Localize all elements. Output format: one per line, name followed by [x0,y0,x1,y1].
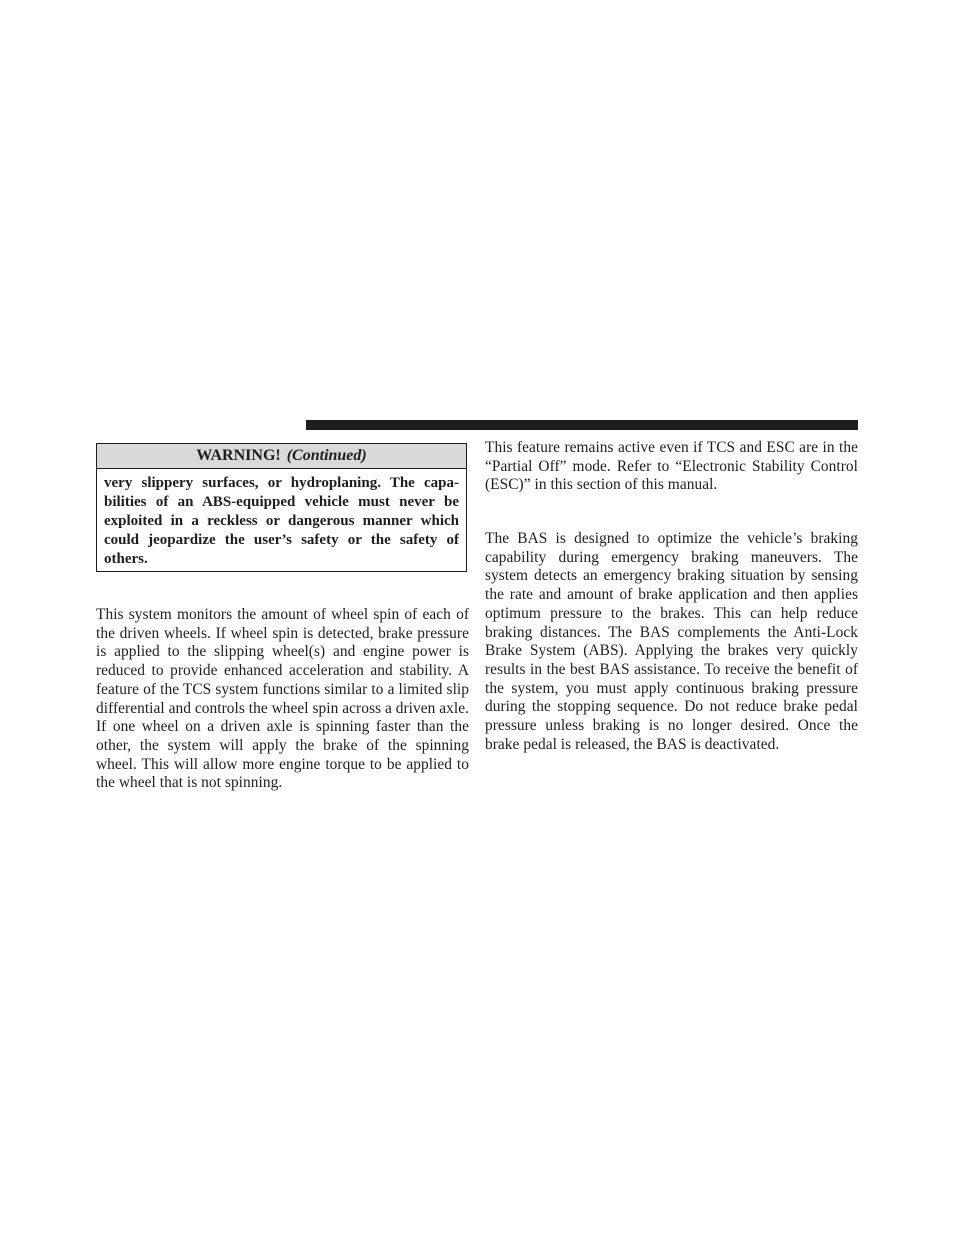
partial-off-paragraph: This feature remains active even if TCS and ESC are in the “Partial Off” mode. Refer to “Electronic Stability Control (ESC)” in this section of this manual. [485,439,858,494]
warning-header [97,444,466,469]
bas-paragraph: The BAS is designed to optimize the vehicle’s braking capability during emergency braking maneuvers. The system detects an emergency braking situation by sensing the rate and amount of brake application and then applies optimum pressure to the brakes. This can help reduce braking distances. The BAS complements the Anti-Lock Brake System (ABS). Applying the brakes very quickly results in the best BAS assistance. To receive the benefit of the system, you must apply continuous braking pressure during the stopping sequence. Do not reduce brake pedal pressure unless braking is no longer desired. Once the brake pedal is released, the BAS is deactivated. [485,530,858,753]
warning-label: WARNING! [196,447,281,464]
tcs-paragraph: This system monitors the amount of wheel spin of each of the driven wheels. If wheel spin is detected, brake pressure is applied to the slipping wheel(s) and engine power is reduced to provide enhanced acceleration and stability. A feature of the TCS system functions similar to a limited slip differential and controls the wheel spin across a driven axle. If one wheel on a driven axle is spinning faster than the other, the system will apply the brake of the spinning wheel. This will allow more engine torque to be applied to the wheel that is not spinning. [96,606,469,792]
section-header-rule [306,420,858,430]
warning-continued: (Continued) [286,447,367,464]
warning-text: very slippery surfaces, or hydroplaning. The capabilities of an ABS-equipped vehicle must never be exploited in a reckless or dangerous manner which could jeopardize the user’s safety or the safety of others. [104,475,459,567]
warning-box [96,443,467,572]
